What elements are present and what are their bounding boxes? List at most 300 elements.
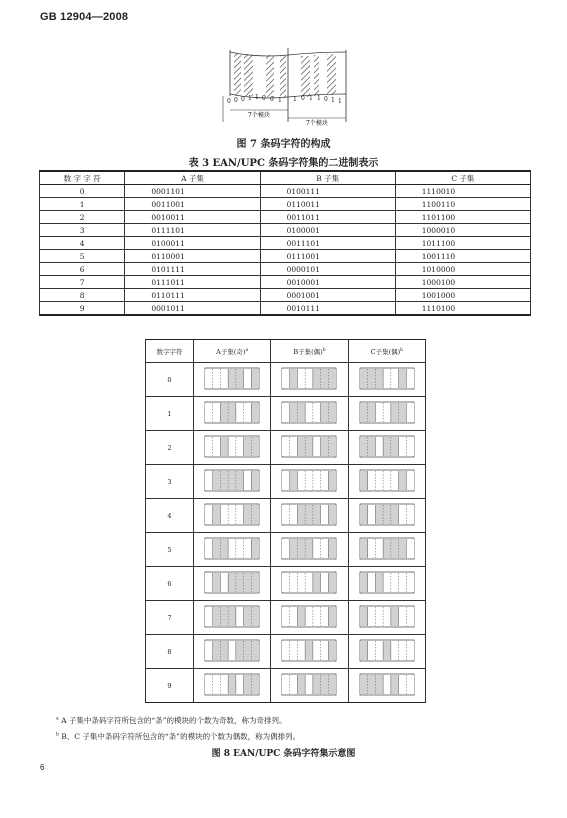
module-space bbox=[228, 539, 236, 558]
module-bar bbox=[290, 539, 298, 558]
table-row bbox=[40, 276, 531, 289]
module-space bbox=[375, 607, 383, 626]
module-bar bbox=[321, 437, 329, 456]
module-space bbox=[321, 505, 329, 524]
module-bar bbox=[290, 471, 298, 490]
fig8-c-cell bbox=[348, 533, 425, 567]
module-space bbox=[290, 505, 298, 524]
c-code-cell: 1101100 bbox=[395, 211, 530, 224]
module-space bbox=[375, 437, 383, 456]
module-bar bbox=[313, 505, 321, 524]
module-space bbox=[236, 505, 244, 524]
module-bar bbox=[236, 369, 244, 388]
module-bar bbox=[236, 641, 244, 660]
table-row bbox=[40, 224, 531, 237]
col-a-header: A 子集 bbox=[125, 171, 260, 185]
table-3-binary bbox=[39, 170, 531, 316]
module-bar bbox=[306, 641, 314, 660]
module-space bbox=[383, 675, 391, 694]
module-space bbox=[375, 641, 383, 660]
module-bar bbox=[244, 505, 252, 524]
module-space bbox=[282, 369, 290, 388]
module-bar bbox=[221, 539, 229, 558]
module-bar bbox=[329, 573, 337, 592]
fig8-b-cell bbox=[271, 533, 348, 567]
figure-8-row bbox=[146, 567, 426, 601]
module-space bbox=[244, 403, 252, 422]
c-code-cell: 1100110 bbox=[395, 198, 530, 211]
digit-cell: 1 bbox=[40, 198, 125, 211]
module-bar bbox=[329, 505, 337, 524]
module-space bbox=[282, 505, 290, 524]
module-space bbox=[406, 505, 414, 524]
barcode-glyph-a-0 bbox=[204, 366, 260, 391]
bit-left-6: 0 bbox=[270, 96, 274, 103]
module-bar bbox=[398, 403, 406, 422]
module-space bbox=[221, 505, 229, 524]
module-space bbox=[228, 641, 236, 660]
module-space bbox=[375, 539, 383, 558]
module-space bbox=[298, 369, 306, 388]
table-row bbox=[40, 198, 531, 211]
barcode-glyph-c-2 bbox=[359, 434, 415, 459]
module-space bbox=[282, 573, 290, 592]
bit-left-0: 0 bbox=[227, 98, 231, 105]
module-bar bbox=[360, 607, 368, 626]
module-bar bbox=[251, 437, 259, 456]
module-space bbox=[313, 403, 321, 422]
fig8-digit-cell: 8 bbox=[146, 635, 194, 669]
module-space bbox=[205, 471, 213, 490]
barcode-glyph-c-7 bbox=[359, 604, 415, 629]
figure-8-row bbox=[146, 465, 426, 499]
barcode-glyph-a-4 bbox=[204, 502, 260, 527]
barcode-glyph-c-3 bbox=[359, 468, 415, 493]
module-space bbox=[406, 573, 414, 592]
module-space bbox=[375, 471, 383, 490]
module-space bbox=[406, 437, 414, 456]
a-code-cell: 0100011 bbox=[125, 237, 260, 250]
module-bar bbox=[306, 505, 314, 524]
module-space bbox=[391, 369, 399, 388]
fig8-a-cell bbox=[194, 635, 271, 669]
module-bar bbox=[398, 471, 406, 490]
module-bar bbox=[368, 437, 376, 456]
module-bar bbox=[383, 505, 391, 524]
figure-8-row bbox=[146, 397, 426, 431]
module-bar bbox=[251, 369, 259, 388]
module-bar bbox=[228, 607, 236, 626]
barcode-glyph-b-9 bbox=[281, 672, 337, 697]
module-space bbox=[383, 573, 391, 592]
barcode-glyph-c-9 bbox=[359, 672, 415, 697]
a-code-cell: 0110111 bbox=[125, 289, 260, 302]
fig8-c-cell bbox=[348, 567, 425, 601]
module-space bbox=[383, 607, 391, 626]
module-bar bbox=[213, 505, 221, 524]
module-space bbox=[306, 573, 314, 592]
fig8-digit-cell: 4 bbox=[146, 499, 194, 533]
module-space bbox=[368, 573, 376, 592]
module-space bbox=[398, 505, 406, 524]
fig8-b-cell bbox=[271, 431, 348, 465]
module-space bbox=[306, 369, 314, 388]
module-bar bbox=[221, 607, 229, 626]
module-bar bbox=[375, 505, 383, 524]
module-space bbox=[236, 607, 244, 626]
module-space bbox=[313, 607, 321, 626]
c-code-cell: 1001000 bbox=[395, 289, 530, 302]
module-space bbox=[205, 539, 213, 558]
fig8-digit-cell: 3 bbox=[146, 465, 194, 499]
a-code-cell: 0011001 bbox=[125, 198, 260, 211]
footnote-ref-b: b bbox=[400, 347, 404, 353]
fig8-b-cell bbox=[271, 465, 348, 499]
module-bar bbox=[213, 471, 221, 490]
b-code-cell: 0100001 bbox=[260, 224, 395, 237]
module-space bbox=[406, 539, 414, 558]
footnote-ref-a: a bbox=[245, 347, 249, 353]
digit-cell: 6 bbox=[40, 263, 125, 276]
module-space bbox=[213, 437, 221, 456]
module-bar bbox=[298, 505, 306, 524]
bit-right-2: 1 bbox=[309, 95, 313, 102]
fig8-b-cell bbox=[271, 363, 348, 397]
module-space bbox=[406, 607, 414, 626]
barcode-glyph-a-2 bbox=[204, 434, 260, 459]
module-bar bbox=[251, 539, 259, 558]
module-bar bbox=[360, 573, 368, 592]
fig8-c-cell bbox=[348, 669, 425, 703]
module-space bbox=[368, 471, 376, 490]
module-bar bbox=[228, 403, 236, 422]
module-space bbox=[282, 403, 290, 422]
barcode-glyph-a-6 bbox=[204, 570, 260, 595]
bit-left-7: 1 bbox=[278, 97, 282, 104]
module-bar bbox=[329, 675, 337, 694]
fig8-b-header: B子集(偶)$^b$ bbox=[271, 340, 348, 363]
module-bar bbox=[228, 471, 236, 490]
module-space bbox=[313, 471, 321, 490]
module-bar bbox=[391, 539, 399, 558]
bit-left-3: 1 bbox=[248, 95, 252, 102]
barcode-glyph-b-8 bbox=[281, 638, 337, 663]
b-code-cell: 0011101 bbox=[260, 237, 395, 250]
module-bar bbox=[290, 369, 298, 388]
module-space bbox=[290, 437, 298, 456]
table-row bbox=[40, 185, 531, 198]
module-space bbox=[313, 539, 321, 558]
digit-cell: 9 bbox=[40, 302, 125, 316]
module-space bbox=[205, 573, 213, 592]
b-code-cell: 0001001 bbox=[260, 289, 395, 302]
module-space bbox=[205, 675, 213, 694]
c-code-cell: 1000100 bbox=[395, 276, 530, 289]
fig8-digit-cell: 1 bbox=[146, 397, 194, 431]
module-bar bbox=[228, 369, 236, 388]
table-row bbox=[40, 263, 531, 276]
barcode-glyph-c-4 bbox=[359, 502, 415, 527]
module-bar bbox=[329, 641, 337, 660]
module-space bbox=[282, 539, 290, 558]
barcode-glyph-c-5 bbox=[359, 536, 415, 561]
barcode-glyph-a-7 bbox=[204, 604, 260, 629]
module-space bbox=[228, 437, 236, 456]
b-code-cell: 0100111 bbox=[260, 185, 395, 198]
module-bar bbox=[383, 437, 391, 456]
figure-7-caption: 图 7 条码字符的构成 bbox=[236, 139, 331, 150]
digit-cell: 8 bbox=[40, 289, 125, 302]
module-bar bbox=[329, 403, 337, 422]
module-space bbox=[205, 369, 213, 388]
doc-header: GB 12904—2008 bbox=[40, 11, 129, 23]
barcode-glyph-c-8 bbox=[359, 638, 415, 663]
module-space bbox=[368, 607, 376, 626]
fig8-a-cell bbox=[194, 567, 271, 601]
figure-8-table bbox=[145, 339, 426, 703]
module-space bbox=[205, 505, 213, 524]
module-bar bbox=[228, 573, 236, 592]
figure-7-barcode-diagram bbox=[218, 44, 358, 129]
a-code-cell: 0010011 bbox=[125, 211, 260, 224]
fig8-b-cell bbox=[271, 567, 348, 601]
module-space bbox=[391, 471, 399, 490]
digit-cell: 0 bbox=[40, 185, 125, 198]
module-bar bbox=[290, 403, 298, 422]
module-space bbox=[406, 641, 414, 660]
b-code-cell: 0110011 bbox=[260, 198, 395, 211]
fig8-c-cell bbox=[348, 431, 425, 465]
module-space bbox=[290, 675, 298, 694]
module-space bbox=[282, 641, 290, 660]
fig8-b-cell bbox=[271, 669, 348, 703]
c-code-cell: 1000010 bbox=[395, 224, 530, 237]
a-code-cell: 0001011 bbox=[125, 302, 260, 316]
module-space bbox=[313, 641, 321, 660]
module-space bbox=[406, 403, 414, 422]
module-space bbox=[221, 675, 229, 694]
module-space bbox=[321, 471, 329, 490]
module-bar bbox=[298, 437, 306, 456]
a-code-cell: 0101111 bbox=[125, 263, 260, 276]
module-space bbox=[321, 573, 329, 592]
figure-8-caption: 图 8 EAN/UPC 条码字符集示意图 bbox=[211, 749, 356, 759]
module-bar bbox=[251, 471, 259, 490]
fig8-digit-header: 数字字符 bbox=[146, 340, 194, 363]
module-space bbox=[391, 573, 399, 592]
figure-8-header-row bbox=[146, 340, 426, 363]
module-space bbox=[306, 403, 314, 422]
module-space bbox=[306, 675, 314, 694]
module-space bbox=[290, 607, 298, 626]
module-bar bbox=[251, 675, 259, 694]
module-bar bbox=[251, 505, 259, 524]
barcode-glyph-a-1 bbox=[204, 400, 260, 425]
module-bar bbox=[329, 471, 337, 490]
module-space bbox=[221, 573, 229, 592]
module-space bbox=[406, 471, 414, 490]
fig8-digit-cell: 2 bbox=[146, 431, 194, 465]
barcode-glyph-b-2 bbox=[281, 434, 337, 459]
bit-left-4: 1 bbox=[255, 94, 259, 101]
fig8-digit-cell: 9 bbox=[146, 669, 194, 703]
module-bar bbox=[251, 573, 259, 592]
c-code-cell: 1110010 bbox=[395, 185, 530, 198]
bit-right-1: 0 bbox=[301, 95, 305, 102]
module-space bbox=[205, 641, 213, 660]
barcode-glyph-c-6 bbox=[359, 570, 415, 595]
fig8-c-cell bbox=[348, 635, 425, 669]
module-space bbox=[398, 607, 406, 626]
figure-8-row bbox=[146, 363, 426, 397]
bit-left-1: 0 bbox=[234, 97, 238, 104]
module-bar bbox=[368, 369, 376, 388]
barcode-glyph-a-5 bbox=[204, 536, 260, 561]
module-space bbox=[236, 403, 244, 422]
module-bar bbox=[375, 369, 383, 388]
module-bar bbox=[298, 675, 306, 694]
c-code-cell: 1110100 bbox=[395, 302, 530, 316]
module-space bbox=[244, 369, 252, 388]
module-bar bbox=[398, 539, 406, 558]
module-bar bbox=[368, 403, 376, 422]
module-bar bbox=[251, 641, 259, 660]
figure-8-row bbox=[146, 669, 426, 703]
bit-left-5: 0 bbox=[262, 95, 266, 102]
module-space bbox=[221, 369, 229, 388]
fig8-b-cell bbox=[271, 397, 348, 431]
module-bar bbox=[375, 675, 383, 694]
fig8-a-header: A子集(奇)$^a$ bbox=[194, 340, 271, 363]
barcode-glyph-b-6 bbox=[281, 570, 337, 595]
figure-8-row bbox=[146, 431, 426, 465]
module-bar bbox=[213, 641, 221, 660]
module-space bbox=[321, 539, 329, 558]
figure-8-row bbox=[146, 601, 426, 635]
table-row bbox=[40, 302, 531, 316]
module-space bbox=[383, 403, 391, 422]
module-space bbox=[383, 471, 391, 490]
module-bar bbox=[360, 437, 368, 456]
module-bar bbox=[251, 403, 259, 422]
module-space bbox=[313, 437, 321, 456]
fig8-digit-cell: 0 bbox=[146, 363, 194, 397]
module-space bbox=[391, 641, 399, 660]
footnote-a: $^a$ A 子集中条码字符所包含的“条”的模块的个数为奇数，称为奇排列。 bbox=[56, 716, 287, 725]
module-bar bbox=[306, 539, 314, 558]
table-row bbox=[40, 250, 531, 263]
a-code-cell: 0111101 bbox=[125, 224, 260, 237]
fig8-a-cell bbox=[194, 465, 271, 499]
module-space bbox=[298, 641, 306, 660]
module-bar bbox=[251, 607, 259, 626]
module-bar bbox=[383, 539, 391, 558]
module-bar bbox=[368, 675, 376, 694]
bit-right-6: 1 bbox=[338, 98, 342, 105]
barcode-glyph-b-4 bbox=[281, 502, 337, 527]
module-bar bbox=[383, 641, 391, 660]
col-c-header: C 子集 bbox=[395, 171, 530, 185]
module-bar bbox=[360, 505, 368, 524]
module-label-right: 7个模块 bbox=[306, 120, 328, 127]
module-bar bbox=[236, 471, 244, 490]
table-3-caption: 表 3 EAN/UPC 条码字符集的二进制表示 bbox=[188, 158, 379, 169]
module-bar bbox=[329, 607, 337, 626]
page-number: 6 bbox=[40, 763, 45, 772]
module-bar bbox=[313, 573, 321, 592]
barcode-glyph-b-0 bbox=[281, 366, 337, 391]
module-bar bbox=[391, 675, 399, 694]
module-space bbox=[282, 607, 290, 626]
module-space bbox=[383, 369, 391, 388]
fig8-digit-cell: 5 bbox=[146, 533, 194, 567]
digit-cell: 4 bbox=[40, 237, 125, 250]
module-bar bbox=[360, 675, 368, 694]
fig8-c-cell bbox=[348, 397, 425, 431]
module-bar bbox=[329, 437, 337, 456]
fig8-a-cell bbox=[194, 363, 271, 397]
barcode-glyph-b-7 bbox=[281, 604, 337, 629]
module-bar bbox=[391, 607, 399, 626]
module-bar bbox=[244, 573, 252, 592]
footnote-b: $^b$ B、C 子集中条码字符所包含的“条”的模块的个数为偶数，称为偶排列。 bbox=[56, 732, 301, 741]
module-space bbox=[321, 641, 329, 660]
fig8-a-cell bbox=[194, 601, 271, 635]
module-bar bbox=[244, 437, 252, 456]
module-bar bbox=[360, 403, 368, 422]
digit-cell: 5 bbox=[40, 250, 125, 263]
module-label-left: 7个模块 bbox=[248, 112, 270, 119]
module-space bbox=[298, 573, 306, 592]
bit-left-2: 0 bbox=[241, 96, 245, 103]
module-bar bbox=[221, 403, 229, 422]
bit-right-5: 1 bbox=[331, 97, 335, 104]
barcode-glyph-b-1 bbox=[281, 400, 337, 425]
fig8-c-cell bbox=[348, 499, 425, 533]
figure-8-row bbox=[146, 499, 426, 533]
bit-right-4: 0 bbox=[324, 96, 328, 103]
fig8-a-cell bbox=[194, 533, 271, 567]
b-code-cell: 0010111 bbox=[260, 302, 395, 316]
module-bar bbox=[221, 437, 229, 456]
module-space bbox=[205, 403, 213, 422]
a-code-cell: 0001101 bbox=[125, 185, 260, 198]
module-bar bbox=[360, 641, 368, 660]
module-bar bbox=[236, 573, 244, 592]
fig8-digit-cell: 6 bbox=[146, 567, 194, 601]
module-bar bbox=[321, 403, 329, 422]
module-bar bbox=[321, 369, 329, 388]
module-space bbox=[398, 641, 406, 660]
module-bar bbox=[313, 675, 321, 694]
module-space bbox=[406, 369, 414, 388]
module-space bbox=[213, 403, 221, 422]
module-bar bbox=[213, 539, 221, 558]
module-bar bbox=[298, 539, 306, 558]
module-space bbox=[205, 437, 213, 456]
module-bar bbox=[391, 403, 399, 422]
module-space bbox=[398, 573, 406, 592]
module-space bbox=[236, 539, 244, 558]
module-bar bbox=[360, 369, 368, 388]
fig8-b-cell bbox=[271, 635, 348, 669]
module-bar bbox=[244, 607, 252, 626]
footnote-ref-b: b bbox=[322, 347, 326, 353]
module-space bbox=[398, 675, 406, 694]
barcode-glyph-b-5 bbox=[281, 536, 337, 561]
fig8-c-cell bbox=[348, 363, 425, 397]
module-bar bbox=[360, 539, 368, 558]
